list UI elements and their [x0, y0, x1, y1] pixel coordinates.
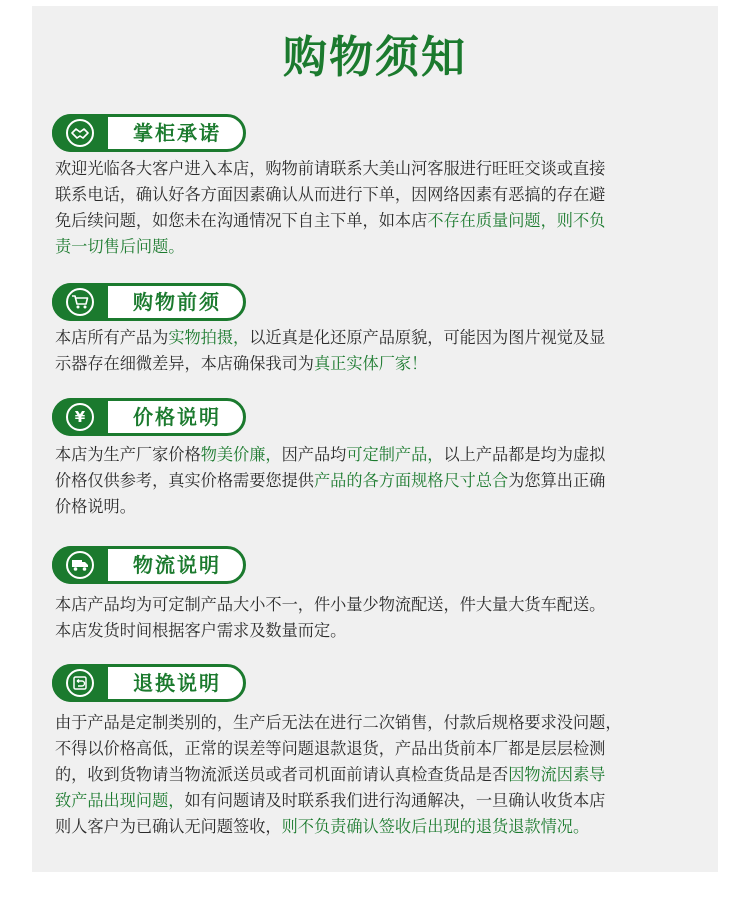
text-line [55, 351, 705, 377]
shopping-cart-icon [66, 288, 94, 316]
section-text-promise [55, 156, 705, 260]
text-line [55, 762, 705, 788]
body-text: 以近真是化还原产品原貌，可能因为图片视觉及显 [249, 328, 606, 347]
highlight-text: 不存在质量问题，则不负 [427, 211, 606, 230]
body-text: 价格仅供参考，真实价格需要您提供 [55, 471, 314, 490]
text-line [55, 442, 705, 468]
text-line [55, 814, 705, 840]
body-text: 本店产品均为可定制产品大小不一，件小量少物流配送，件大量大货车配送。 [55, 595, 606, 614]
yen-icon: ¥ [66, 403, 94, 431]
body-text: 的，收到货物请当物流派送员或者司机面前请认真检查货品是否 [55, 765, 509, 784]
body-text: 联系电话，确认好各方面因素确认从而进行下单，因网络因素有恶搞的存在避 [55, 185, 606, 204]
truck-icon [66, 551, 94, 579]
text-line [55, 494, 705, 520]
body-text: 以上产品都是均为虚拟 [443, 445, 606, 464]
section-heading-returns: 退换说明 [52, 664, 246, 702]
highlight-text: 因物流因素导 [508, 765, 606, 784]
highlight-text: 致产品出现问题， [55, 791, 185, 810]
text-line [55, 208, 705, 234]
highlight-text: 产品的各方面规格尺寸总合 [314, 471, 509, 490]
text-line [55, 618, 705, 644]
section-heading-before-purchase: 购物前须 [52, 283, 246, 321]
section-text-price [55, 442, 705, 520]
body-text: 为您算出正确 [508, 471, 606, 490]
text-line [55, 736, 705, 762]
body-text: 本店为生产厂家价格 [55, 445, 201, 464]
text-line [55, 156, 705, 182]
text-line [55, 468, 705, 494]
section-heading-promise: 掌柜承诺 [52, 114, 246, 152]
body-text: 如有问题请及时联系我们进行沟通解决，一旦确认收货本店 [184, 791, 606, 810]
body-text: 因产品均 [281, 445, 347, 464]
text-line [55, 182, 705, 208]
section-text-logistics [55, 592, 705, 644]
text-line [55, 325, 705, 351]
highlight-text: 责一切售后问题。 [55, 237, 185, 256]
body-text: 不得以价格高低，正常的误差等问题退款退货，产品出货前本厂都是层层检测 [55, 739, 606, 758]
body-text: 欢迎光临各大客户进入本店，购物前请联系大美山河客服进行旺旺交谈或直接 [55, 159, 606, 178]
body-text: 则人客户为已确认无问题签收， [55, 817, 282, 836]
section-heading-price: ¥ 价格说明 [52, 398, 246, 436]
section-text-returns [55, 710, 705, 840]
text-line [55, 710, 705, 736]
return-box-icon [66, 669, 94, 697]
highlight-text: 可定制产品， [346, 445, 444, 464]
highlight-text: 真正实体厂家！ [314, 354, 428, 373]
text-line [55, 234, 705, 260]
highlight-text: 物美价廉， [200, 445, 282, 464]
body-text: 本店所有产品为 [55, 328, 169, 347]
handshake-icon [66, 119, 94, 147]
text-line [55, 788, 705, 814]
body-text: 示器存在细微差异，本店确保我司为 [55, 354, 314, 373]
text-line [55, 592, 705, 618]
page-title: 购物须知 [283, 32, 467, 83]
body-text: 免后续问题，如您未在沟通情况下自主下单，如本店 [55, 211, 428, 230]
highlight-text: 则不负责确认签收后出现的退货退款情况。 [281, 817, 590, 836]
body-text: 由于产品是定制类别的，生产后无法在进行二次销售，付款后规格要求没问题， [55, 713, 622, 732]
body-text: 本店发货时间根据客户需求及数量而定。 [55, 621, 347, 640]
body-text: 价格说明。 [55, 497, 136, 516]
section-text-before-purchase [55, 325, 705, 377]
section-heading-logistics: 物流说明 [52, 546, 246, 584]
highlight-text: 实物拍摄， [168, 328, 250, 347]
